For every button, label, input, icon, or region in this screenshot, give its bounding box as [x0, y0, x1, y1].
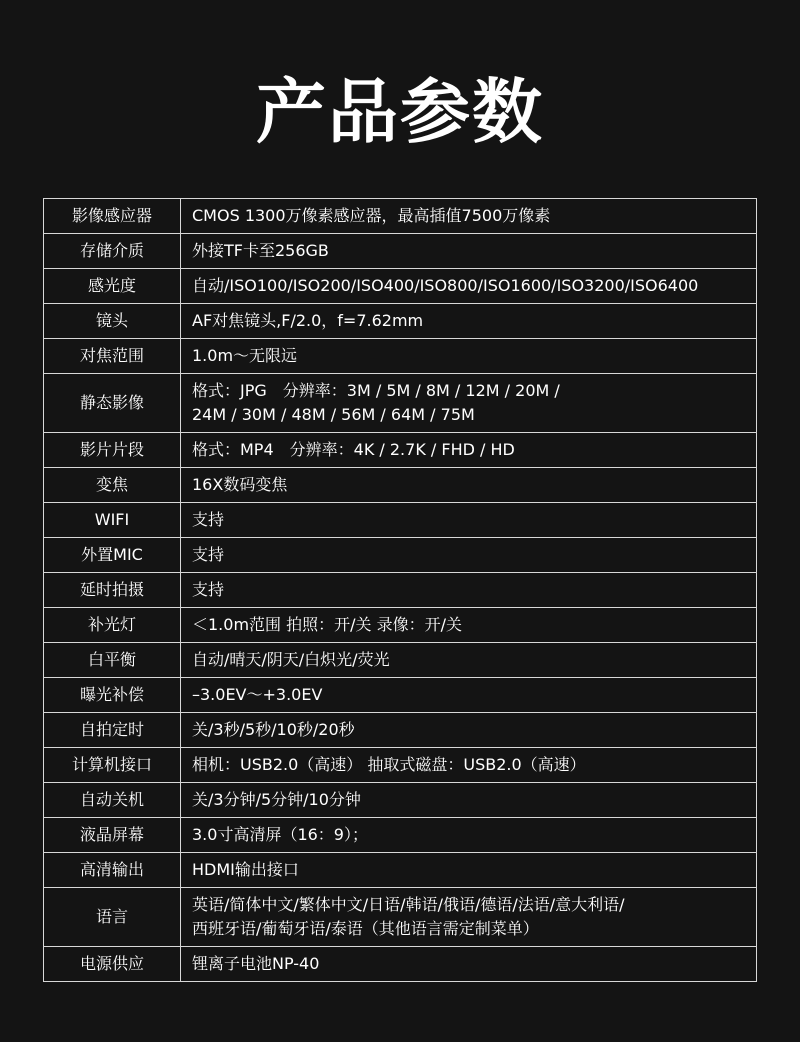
- spec-table: [43, 198, 757, 982]
- spec-value-line: 格式：MP4 分辨率：4K / 2.7K / FHD / HD: [192, 440, 515, 459]
- spec-value-line: 支持: [192, 510, 225, 529]
- spec-value-line: 支持: [192, 580, 225, 599]
- spec-value: [181, 199, 757, 234]
- spec-value: [181, 433, 757, 468]
- spec-row: [44, 888, 757, 947]
- spec-row: [44, 748, 757, 783]
- spec-row: [44, 503, 757, 538]
- spec-label: 自动关机: [44, 783, 181, 818]
- spec-label: 自拍定时: [44, 713, 181, 748]
- spec-value-line: ＜1.0m范围 拍照：开/关 录像：开/关: [192, 615, 462, 634]
- spec-value: [181, 678, 757, 713]
- page-title: 产品参数: [256, 71, 544, 153]
- spec-row: [44, 433, 757, 468]
- spec-value-line: 关/3分钟/5分钟/10分钟: [192, 790, 361, 809]
- spec-value-line: 16X数码变焦: [192, 475, 288, 494]
- spec-row: [44, 713, 757, 748]
- spec-value: [181, 538, 757, 573]
- spec-value: [181, 888, 757, 947]
- spec-row: [44, 853, 757, 888]
- spec-value-line: 外接TF卡至256GB: [192, 241, 329, 260]
- spec-label: 影片片段: [44, 433, 181, 468]
- spec-label: 感光度: [44, 269, 181, 304]
- spec-label: 高清输出: [44, 853, 181, 888]
- spec-row: [44, 538, 757, 573]
- spec-row: [44, 339, 757, 374]
- spec-value: [181, 748, 757, 783]
- spec-value: [181, 643, 757, 678]
- spec-label: 对焦范围: [44, 339, 181, 374]
- spec-value-line: 关/3秒/5秒/10秒/20秒: [192, 720, 355, 739]
- spec-row: [44, 783, 757, 818]
- spec-label: 影像感应器: [44, 199, 181, 234]
- spec-table-body: [44, 199, 757, 982]
- spec-value-line: 1.0m～无限远: [192, 346, 298, 365]
- spec-row: [44, 199, 757, 234]
- spec-label: 语言: [44, 888, 181, 947]
- spec-row: [44, 947, 757, 982]
- spec-value-line: HDMI输出接口: [192, 860, 299, 879]
- spec-label: 外置MIC: [44, 538, 181, 573]
- spec-value-line: –3.0EV～+3.0EV: [192, 685, 323, 704]
- spec-label: 补光灯: [44, 608, 181, 643]
- spec-value-line: 锂离子电池NP-40: [192, 954, 320, 973]
- spec-label: 曝光补偿: [44, 678, 181, 713]
- spec-value-line: CMOS 1300万像素感应器，最高插值7500万像素: [192, 206, 551, 225]
- spec-label: WIFI: [44, 503, 181, 538]
- spec-value-line: 24M / 30M / 48M / 56M / 64M / 75M: [192, 405, 475, 424]
- spec-label: 存储介质: [44, 234, 181, 269]
- spec-row: [44, 643, 757, 678]
- spec-row: [44, 678, 757, 713]
- spec-row: [44, 608, 757, 643]
- spec-label: 镜头: [44, 304, 181, 339]
- spec-value: [181, 339, 757, 374]
- spec-value: [181, 783, 757, 818]
- spec-row: [44, 269, 757, 304]
- spec-value-line: 格式：JPG 分辨率：3M / 5M / 8M / 12M / 20M /: [192, 381, 560, 400]
- spec-value-line: 3.0寸高清屏（16：9）；: [192, 825, 368, 844]
- spec-row: [44, 818, 757, 853]
- spec-label: 延时拍摄: [44, 573, 181, 608]
- spec-value: [181, 853, 757, 888]
- spec-label: 液晶屏幕: [44, 818, 181, 853]
- spec-value: [181, 947, 757, 982]
- spec-row: [44, 304, 757, 339]
- spec-value: [181, 573, 757, 608]
- spec-value: [181, 468, 757, 503]
- spec-label: 电源供应: [44, 947, 181, 982]
- spec-label: 白平衡: [44, 643, 181, 678]
- spec-value: [181, 269, 757, 304]
- spec-label: 变焦: [44, 468, 181, 503]
- spec-value-line: 西班牙语/葡萄牙语/泰语（其他语言需定制菜单）: [192, 919, 539, 938]
- spec-value-line: AF对焦镜头,F/2.0，f=7.62mm: [192, 311, 424, 330]
- spec-value: [181, 304, 757, 339]
- spec-label: 静态影像: [44, 374, 181, 433]
- spec-label: 计算机接口: [44, 748, 181, 783]
- spec-value: [181, 818, 757, 853]
- spec-value-line: 自动/ISO100/ISO200/ISO400/ISO800/ISO1600/ISO3200/ISO6400: [192, 276, 699, 295]
- spec-row: [44, 234, 757, 269]
- spec-row: [44, 573, 757, 608]
- spec-value-line: 相机：USB2.0（高速） 抽取式磁盘：USB2.0（高速）: [192, 755, 586, 774]
- spec-value: [181, 503, 757, 538]
- spec-value-line: 自动/晴天/阴天/白炽光/荧光: [192, 650, 390, 669]
- spec-value: [181, 713, 757, 748]
- spec-value-line: 英语/简体中文/繁体中文/日语/韩语/俄语/德语/法语/意大利语/: [192, 895, 625, 914]
- spec-value-line: 支持: [192, 545, 225, 564]
- spec-value: [181, 234, 757, 269]
- spec-row: [44, 374, 757, 433]
- spec-value: [181, 608, 757, 643]
- spec-row: [44, 468, 757, 503]
- spec-value: [181, 374, 757, 433]
